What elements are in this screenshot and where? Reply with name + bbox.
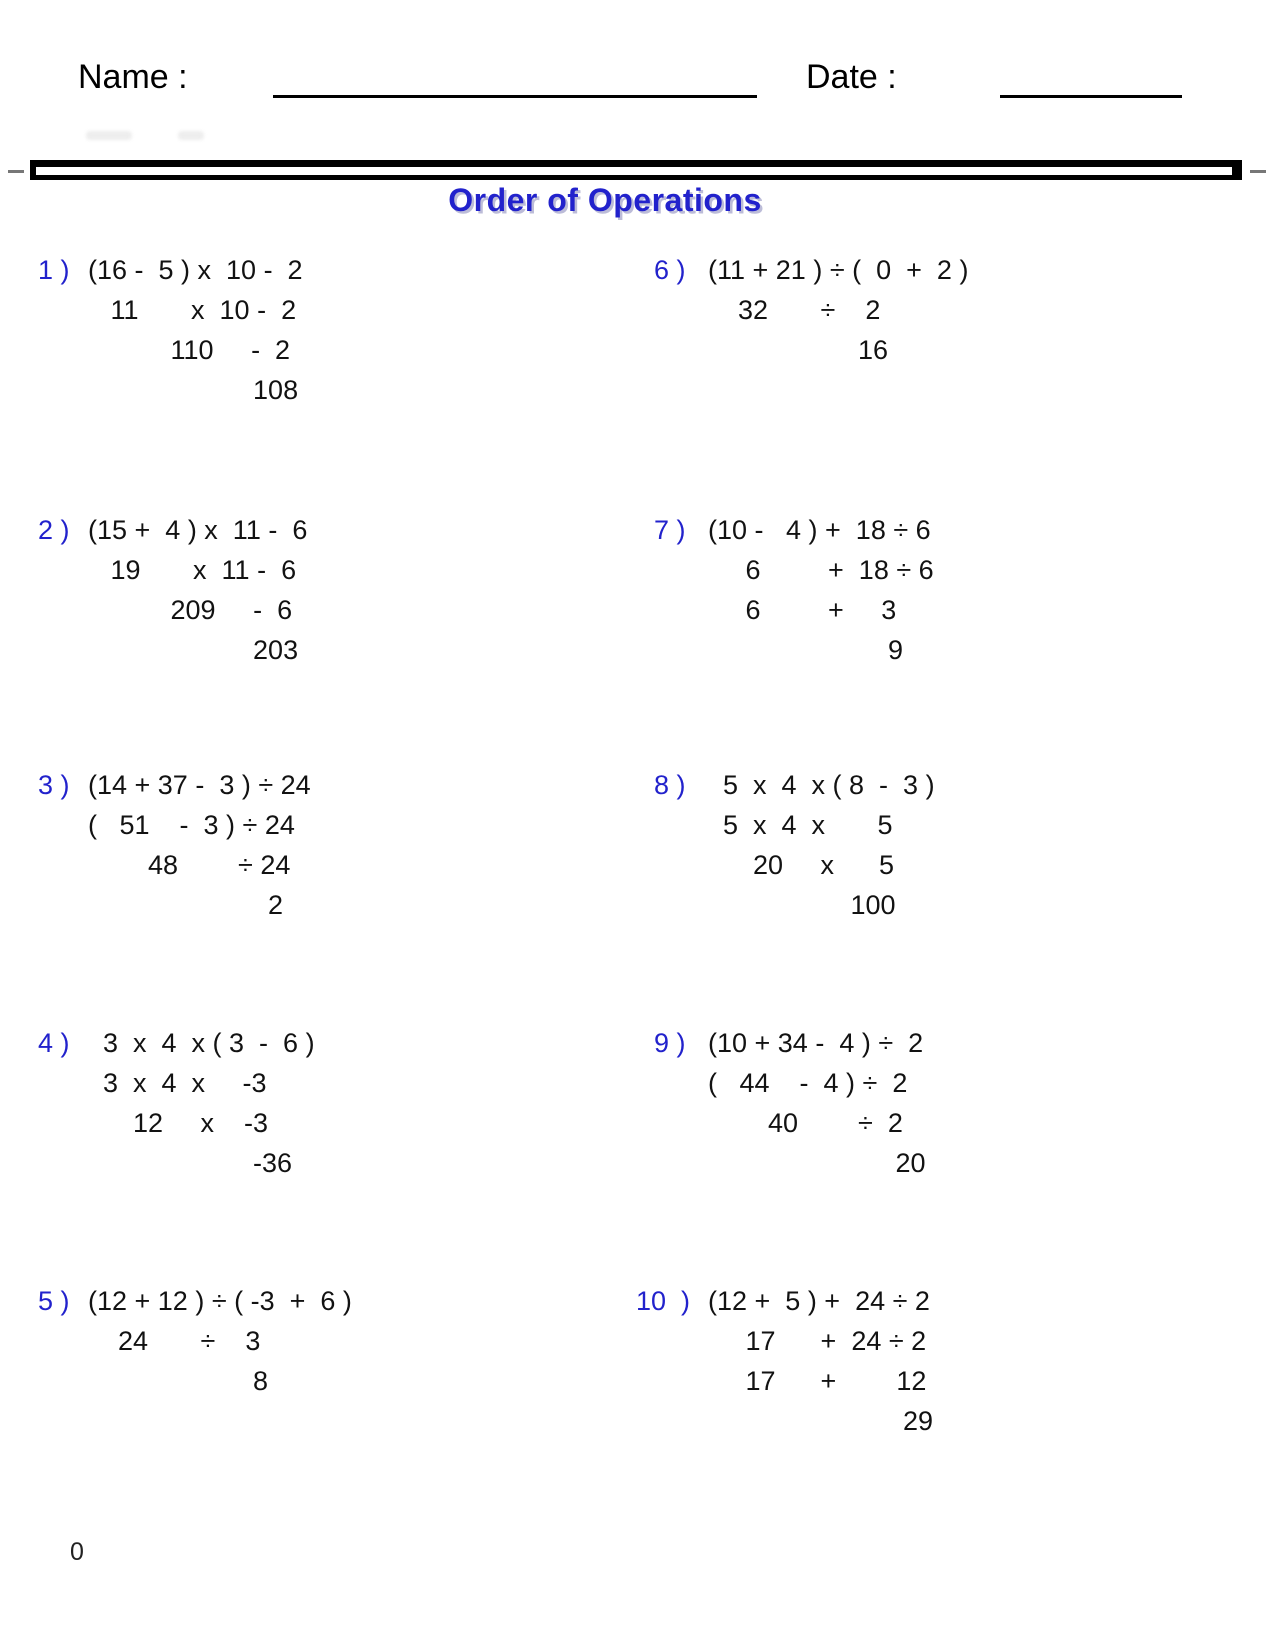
page-number: 0 (70, 1538, 84, 1566)
math-line: 32 ÷ 2 (708, 295, 881, 325)
problem-7 (654, 510, 934, 670)
math-line: (16 - 5 ) x 10 - 2 (88, 255, 303, 285)
math-line: 20 (708, 1148, 926, 1178)
math-line: (11 + 21 ) ÷ ( 0 + 2 ) (708, 255, 969, 285)
margin-dash-right (1250, 170, 1266, 173)
problem-5 (38, 1281, 352, 1401)
math-line: (15 + 4 ) x 11 - 6 (88, 515, 308, 545)
math-line: 9 (708, 635, 904, 665)
math-line: 3 x 4 x -3 (88, 1068, 267, 1098)
math-line: (10 - 4 ) + 18 ÷ 6 (708, 515, 931, 545)
problem-4 (38, 1023, 315, 1183)
margin-dash-left (8, 170, 24, 173)
math-line: 24 ÷ 3 (88, 1326, 261, 1356)
name-underline (273, 95, 757, 98)
math-line: (10 + 34 - 4 ) ÷ 2 (708, 1028, 924, 1058)
problem-number: 8 ) (654, 770, 686, 800)
date-underline (1000, 95, 1182, 98)
math-line: 17 + 12 (708, 1366, 927, 1396)
date-label: Date : (806, 58, 897, 96)
math-line: -36 (88, 1148, 293, 1178)
problem-number: 9 ) (654, 1028, 686, 1058)
math-line: 203 (88, 635, 299, 665)
math-line: 110 - 2 (88, 335, 291, 365)
problem-number: 10 ) (636, 1286, 691, 1316)
math-line: 11 x 10 - 2 (88, 295, 297, 325)
math-line: 5 x 4 x ( 8 - 3 ) (708, 770, 935, 800)
math-line: 20 x 5 (708, 850, 895, 880)
math-line: 6 + 18 ÷ 6 (708, 555, 934, 585)
math-line: 108 (88, 375, 299, 405)
math-line: (12 + 5 ) + 24 ÷ 2 (708, 1286, 930, 1316)
math-line: (12 + 12 ) ÷ ( -3 + 6 ) (88, 1286, 352, 1316)
math-line: 8 (88, 1366, 269, 1396)
math-line: 100 (708, 890, 896, 920)
math-line: (14 + 37 - 3 ) ÷ 24 (88, 770, 311, 800)
problem-number: 1 ) (38, 255, 70, 285)
problem-3 (38, 765, 311, 925)
problem-number: 2 ) (38, 515, 70, 545)
math-line: 40 ÷ 2 (708, 1108, 903, 1138)
problem-1 (38, 250, 303, 410)
math-line: 2 (88, 890, 284, 920)
math-line: 16 (708, 335, 889, 365)
problem-8 (654, 765, 935, 925)
problem-6 (654, 250, 969, 370)
math-line: 29 (708, 1406, 934, 1436)
math-line: 3 x 4 x ( 3 - 6 ) (88, 1028, 315, 1058)
math-line: 6 + 3 (708, 595, 897, 625)
problem-number: 6 ) (654, 255, 686, 285)
math-line: 209 - 6 (88, 595, 293, 625)
problem-9 (654, 1023, 926, 1183)
math-line: ( 51 - 3 ) ÷ 24 (88, 810, 295, 840)
faint-scan-artifact (178, 131, 204, 140)
separator-double-rule (30, 160, 1242, 180)
math-line: 17 + 24 ÷ 2 (708, 1326, 927, 1356)
problem-number: 4 ) (38, 1028, 70, 1058)
math-line: 5 x 4 x 5 (708, 810, 893, 840)
problem-10 (636, 1281, 934, 1441)
problem-2 (38, 510, 308, 670)
faint-scan-artifact (86, 131, 132, 140)
page-title: Order of Operations (448, 182, 762, 218)
problem-number: 7 ) (654, 515, 686, 545)
math-line: ( 44 - 4 ) ÷ 2 (708, 1068, 908, 1098)
math-line: 19 x 11 - 6 (88, 555, 297, 585)
name-label: Name : (78, 58, 188, 96)
math-line: 12 x -3 (88, 1108, 269, 1138)
math-line: 48 ÷ 24 (88, 850, 291, 880)
problem-number: 5 ) (38, 1286, 70, 1316)
problem-number: 3 ) (38, 770, 70, 800)
